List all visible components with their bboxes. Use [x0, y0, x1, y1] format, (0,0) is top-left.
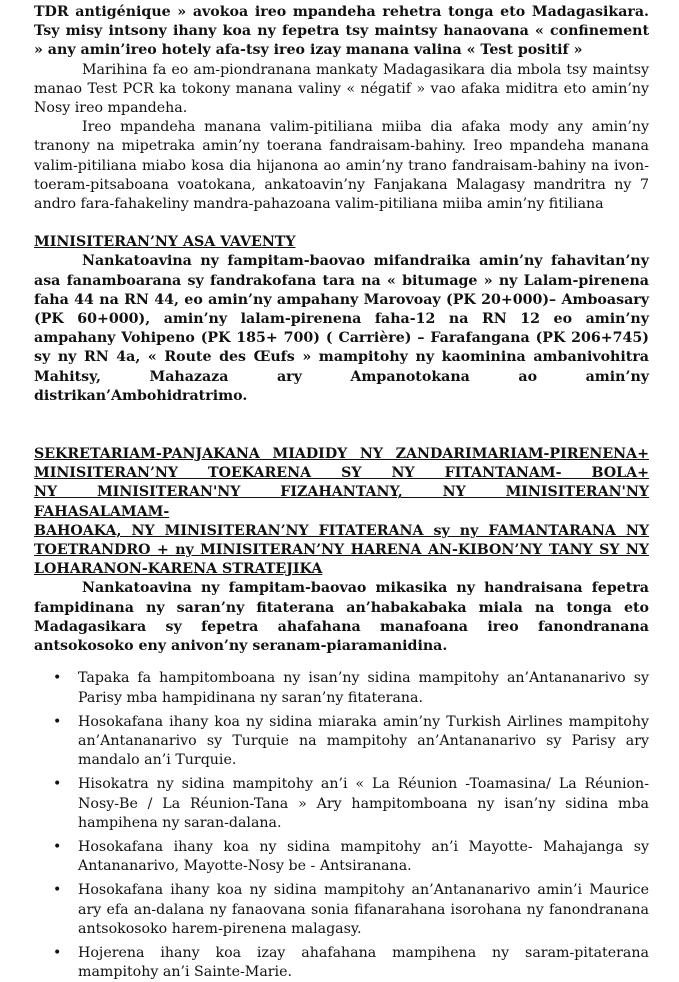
bullet-icon: • [53, 882, 62, 899]
list-item-text: Hisokatra ny sidina mampitohy an’i « La Réunion -Toamasina/ La Réunion-Nosy-Be / La Réunion-Tana » Ary hampitomboana ny isan’ny sidina mba hampihena ny saran-dalana. [78, 776, 649, 831]
section2-heading-line: LOHARANON-KARENA STRATEJIKA [34, 561, 323, 578]
section2-heading-line: MINISITERAN’NY TOEKARENA SY NY FITANTANAM- BOLA+ [34, 465, 649, 482]
list-item-text: Hosokafana ihany koa ny sidina miaraka amin’ny Turkish Airlines mampitohy an’Antananarivo sy Turquie na mampitohy an’Antananarivo sy Parisy ary mandalo an’i Turquie. [78, 713, 649, 769]
list-item-text: Hojerena ihany koa izay ahafahana mampihena ny saram-pitaterana mampitohy an’i Sainte-Marie. [78, 944, 649, 981]
section2-heading [34, 445, 649, 579]
section-spacer [34, 406, 649, 445]
bullet-icon: • [53, 670, 62, 687]
list-item [53, 669, 649, 707]
bullet-icon: • [53, 713, 62, 730]
bullet-icon: • [53, 944, 62, 961]
list-item [53, 944, 649, 982]
section2-heading-line: NY MINISITERAN'NY FIZAHANTANY, NY MINISITERAN'NY FAHASALAMAM- [34, 484, 649, 520]
list-item-text: Hosokafana ihany koa ny sidina mampitohy an’Antananarivo amin’i Maurice ary efa an-dalana ny fanaovana sonia fifanarahana isorohana ny fanondranana antsokosoko harem-pirenena malagasy. [78, 882, 649, 937]
section2-heading-line: SEKRETARIAM-PANJAKANA MIADIDY NY ZANDARIMARIAM-PIRENENA+ [34, 446, 649, 463]
list-item-text: Tapaka fa hampitomboana ny isan’ny sidina mampitohy an’Antananarivo sy Parisy mba hampidinana ny saran’ny fitaterana. [78, 670, 649, 706]
bullet-icon: • [53, 838, 62, 855]
section2-heading-line: BAHOAKA, NY MINISITERAN’NY FITATERANA sy ny FAMANTARANA NY [34, 522, 649, 539]
bullet-list [34, 669, 649, 982]
bullet-icon: • [53, 776, 62, 793]
section1-heading: MINISITERAN’NY ASA VAVENTY [34, 234, 296, 251]
section1-body: Nankatoavina ny fampitam-baovao mifandraika amin’ny fahavitan’ny asa fanamboarana sy fandrakofana tara na « bitumage » ny Lalam-pirenena faha 44 na RN 44, eo amin’ny ampahany Marovoay (PK 20+000)– Amboasary (PK 60+000), amin’ny lalam-pirenena faha-12 na RN 12 eo amin’ny ampahany Vohipeno (PK 185+ 700) ( Carrière) – Farafangana (PK 206+745) sy ny RN 4a, « Route des Œufs » mampitohy ny kaominina ambanivohitra Mahitsy, Mahazaza ary Ampanotokana ao amin’ny distrikan’Ambohidratrimo. [34, 253, 649, 404]
intro-paragraph-3: Ireo mpandeha manana valim-pitiliana miiba dia afaka mody any amin’ny tranony na mipetraka amin’ny toerana fandraisam-bahiny. Ireo mpandeha manana valim-pitiliana miabo kosa dia hijanona ao amin’ny trano fandraisam-bahiny na ivon-toeram-pitsaboana voatokana, ankatoavin’ny Fanjakana Malagasy mandritra ny 7 andro fara-fahakeliny mandra-pahazoana valim-pitiliana miiba amin’ny fitiliana [34, 119, 649, 213]
list-item [53, 775, 649, 833]
section2-heading-line: TOETRANDRO + ny MINISITERAN’NY HARENA AN-KIBON’NY TANY SY NY [34, 542, 649, 559]
list-item [53, 881, 649, 939]
intro-paragraph-2: Marihina fa eo am-piondranana mankaty Madagasikara dia mbola tsy maintsy manao Test PCR ka tokony manana valiny « négatif » vao afaka miditra eto amin’ny Nosy ireo mpandeha. [34, 61, 649, 117]
section2-body: Nankatoavina ny fampitam-baovao mikasika ny handraisana fepetra fampidinana ny saran’ny fitaterana an’habakabaka miala na tonga eto Madagasikara sy fepetra ahafahana manafoana ireo fanondranana antsokosoko eny anivon’ny seranam-piaramanidina. [34, 580, 649, 655]
list-item [53, 713, 649, 771]
list-item [53, 838, 649, 876]
intro-paragraph-1: TDR antigénique » avokoa ireo mpandeha rehetra tonga eto Madagasikara. Tsy misy intsony ihany koa ny fepetra tsy maintsy hanaovana « confinement » any amin’ireo hotely afa-tsy ireo izay manana valina « Test positif » [34, 4, 649, 59]
list-item-text: Hosokafana ihany koa ny sidina mampitohy an’i Mayotte- Mahajanga sy Antananarivo, Mayotte-Nosy be - Antsiranana. [78, 838, 649, 875]
